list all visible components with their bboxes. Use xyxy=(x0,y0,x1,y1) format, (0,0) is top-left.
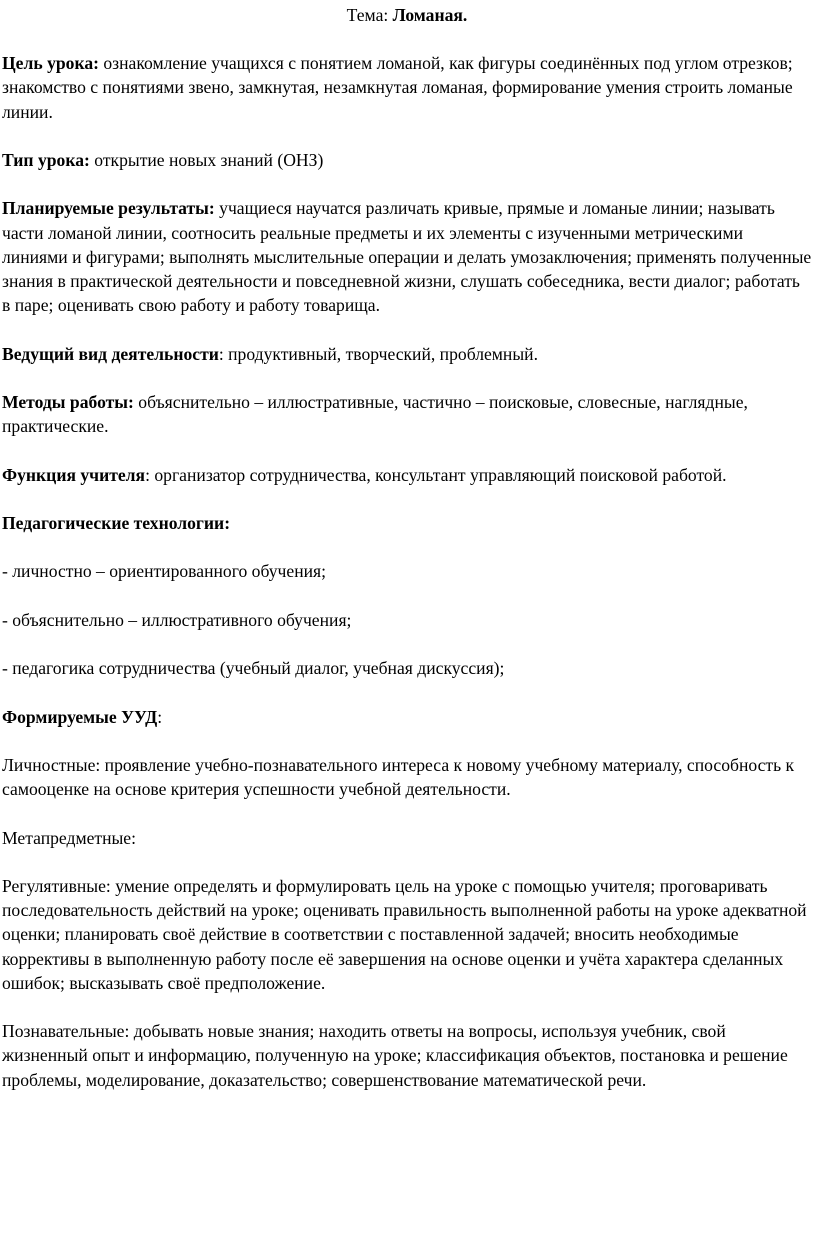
cognitive-paragraph: Познавательные: добывать новые знания; находить ответы на вопросы, используя учебник, свой жизненный опыт и информацию, полученную на уроке; классификация объектов, постановка и решение проблемы, моделирование, доказательство; совершенствование математической речи. xyxy=(2,1021,788,1090)
uud-heading xyxy=(2,705,812,729)
uud-label: Формируемые УУД xyxy=(2,706,158,727)
uud-text: : xyxy=(157,706,163,727)
teacher-label: Функция учителя xyxy=(2,464,146,485)
technology-item: - объяснительно – иллюстративного обучения; xyxy=(2,609,352,630)
page-title xyxy=(2,3,812,27)
type-paragraph xyxy=(2,148,812,172)
title-label: Тема: xyxy=(346,5,393,25)
methods-paragraph xyxy=(2,390,812,438)
goal-paragraph xyxy=(2,51,812,124)
methods-label: Методы работы: xyxy=(2,391,134,412)
technology-item: - педагогика сотрудничества (учебный диалог, учебная дискуссия); xyxy=(2,658,505,679)
type-text: открытие новых знаний (ОНЗ) xyxy=(89,150,324,170)
teacher-text: : организатор сотрудничества, консультант управляющий поисковой работой. xyxy=(145,464,727,485)
title-value: Ломаная. xyxy=(392,5,468,25)
activity-paragraph xyxy=(2,342,812,366)
activity-text: : продуктивный, творческий, проблемный. xyxy=(218,343,538,364)
goal-text: ознакомление учащихся с понятием ломаной, как фигуры соединённых под углом отрезков; знакомство с понятиями звено, замкнутая, незамкнутая ломаная, формирование умения строить ломаные линии. xyxy=(2,53,793,122)
meta-paragraph: Метапредметные: xyxy=(2,827,137,848)
technology-item: - личностно – ориентированного обучения; xyxy=(2,561,327,582)
technologies-label: Педагогические технологии: xyxy=(2,512,231,533)
type-label: Тип урока: xyxy=(2,150,90,170)
personal-paragraph: Личностные: проявление учебно-познавательного интереса к новому учебному материалу, способность к самооценке на основе критерия успешности учебной деятельности. xyxy=(2,754,795,800)
activity-label: Ведущий вид деятельности xyxy=(2,343,219,364)
goal-label: Цель урока: xyxy=(2,53,99,74)
technologies-heading xyxy=(2,511,812,535)
teacher-paragraph xyxy=(2,463,812,487)
methods-text: объяснительно – иллюстративные, частично – поисковые, словесные, наглядные, практические. xyxy=(2,391,748,437)
results-text: учащиеся научатся различать кривые, прямые и ломаные линии; называть части ломаной линии, соотносить реальные предметы и их элементы с изученными метрическими линиями и фигурами; выполнять мыслительные операции и делать умозаключения; применять полученные знания в практической деятельности и повседневной жизни, слушать собеседника, вести диалог; работать в паре; оценивать свою работу и работу товарища. xyxy=(2,198,812,316)
results-paragraph xyxy=(2,196,812,317)
results-label: Планируемые результаты: xyxy=(2,198,215,219)
regulative-paragraph: Регулятивные: умение определять и формулировать цель на уроке с помощью учителя; проговаривать последовательность действий на уроке; оценивать правильность выполненной работы на уроке адекватной оценки; планировать своё действие в соответствии с поставленной задачей; вносить необходимые коррективы в выполненную работу после её завершения на основе оценки и учёта характера сделанных ошибок; высказывать своё предположение. xyxy=(2,875,807,993)
